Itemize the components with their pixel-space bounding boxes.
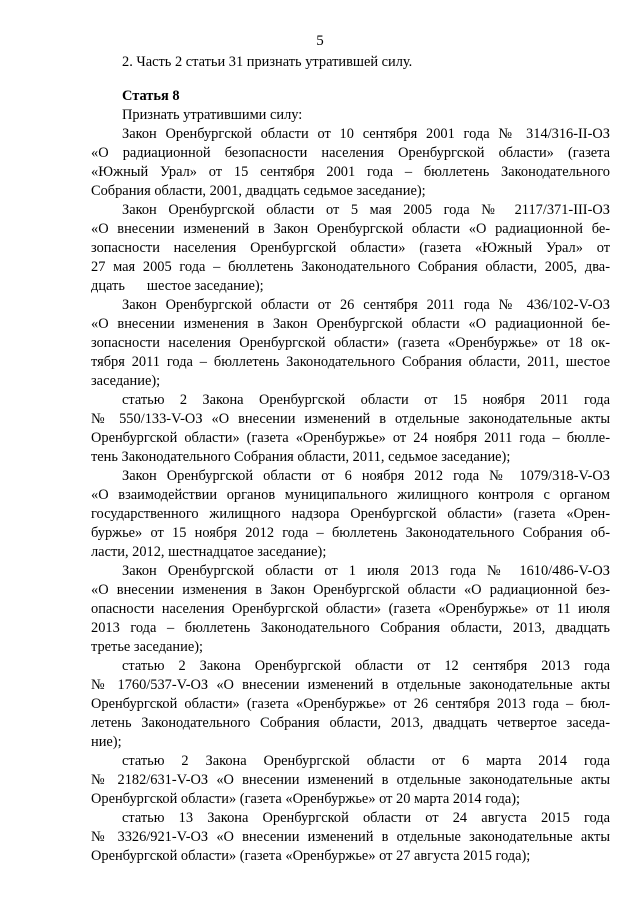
paragraph-line: третье заседание);	[91, 639, 204, 655]
paragraph-line: опасности населения Оренбургской области» (газета «Оренбуржье» от 11 июля	[91, 601, 610, 617]
paragraph-line: Оренбургской области» (газета «Оренбуржье» от 26 сентября 2013 года – бюл-	[91, 696, 610, 712]
paragraph-line: «О взаимодействии органов муниципального жилищного контроля с органом	[91, 487, 610, 503]
paragraph-line: ние);	[91, 734, 122, 750]
paragraph-line: заседание);	[91, 373, 161, 389]
article-lead: Признать утратившими силу:	[122, 107, 303, 123]
paragraph-line: зопасности населения Оренбургской области» (газета «Оренбуржье» от 18 ок-	[91, 335, 610, 351]
paragraph-line: тября 2011 года – бюллетень Законодательного Собрания области, 2011, шестое	[91, 354, 610, 370]
paragraph-line: 2013 года – бюллетень Законодательного Собрания области, 2013, двадцать	[91, 620, 610, 636]
paragraph-line: тень Законодательного Собрания области, 2011, седьмое заседание);	[91, 449, 511, 465]
paragraph-line: Оренбургской области» (газета «Оренбуржье» от 24 ноября 2011 года – бюлле-	[91, 430, 610, 446]
paragraph-line-split	[91, 276, 610, 296]
paragraph-line: № 2182/631-V-ОЗ «О внесении изменений в отдельные законодательные акты	[91, 772, 610, 788]
paragraph-line-part: дцать	[91, 278, 125, 294]
paragraph-line: статью 2 Закона Оренбургской области от 6 марта 2014 года	[122, 753, 610, 769]
paragraph-line: Закон Оренбургской области от 10 сентября 2001 года № 314/316-II-ОЗ	[122, 126, 610, 142]
paragraph-line: статью 13 Закона Оренбургской области от 24 августа 2015 года	[122, 810, 610, 826]
paragraph-line: Оренбургской области» (газета «Оренбуржье» от 27 августа 2015 года);	[91, 848, 531, 864]
paragraph-line: «О внесении изменения в Закон Оренбургской области «О радиационной бе-	[91, 316, 610, 332]
paragraph-line: государственного жилищного надзора Оренбургской области» (газета «Орен-	[91, 506, 610, 522]
paragraph-line: статью 2 Закона Оренбургской области от 15 ноября 2011 года	[122, 392, 610, 408]
paragraph-line: ласти, 2012, шестнадцатое заседание);	[91, 544, 327, 560]
paragraph-line: Оренбургской области» (газета «Оренбуржье» от 20 марта 2014 года);	[91, 791, 521, 807]
paragraph-line: летень Законодательного Собрания области, 2013, двадцать четвертое заседа-	[91, 715, 610, 731]
paragraph-line: 27 мая 2005 года – бюллетень Законодательного Собрания области, 2005, два-	[91, 259, 610, 275]
paragraph-line: № 550/133-V-ОЗ «О внесении изменений в отдельные законодательные акты	[91, 411, 610, 427]
page-number: 5	[316, 33, 324, 49]
paragraph-line: «Южный Урал» от 15 сентября 2001 года – бюллетень Законодательного	[91, 164, 610, 180]
paragraph-line: Закон Оренбургской области от 26 сентября 2011 года № 436/102-V-ОЗ	[122, 297, 610, 313]
paragraph-line: зопасности населения Оренбургской области» (газета «Южный Урал» от	[91, 240, 610, 256]
paragraph-line: Собрания области, 2001, двадцать седьмое заседание);	[91, 183, 426, 199]
paragraph-line: «О внесении изменения в Закон Оренбургской области «О радиационной без-	[91, 582, 610, 598]
paragraph-line: № 3326/921-V-ОЗ «О внесении изменений в отдельные законодательные акты	[91, 829, 610, 845]
paragraph-line: Закон Оренбургской области от 1 июля 2013 года № 1610/486-V-ОЗ	[122, 563, 610, 579]
paragraph-line: № 1760/537-V-ОЗ «О внесении изменений в отдельные законодательные акты	[91, 677, 610, 693]
paragraph-line: статью 2 Закона Оренбургской области от 12 сентября 2013 года	[122, 658, 610, 674]
article-heading: Статья 8	[122, 88, 180, 104]
paragraph-line-part: шестое заседание);	[146, 278, 264, 294]
paragraph-line: «О внесении изменений в Закон Оренбургской области «О радиационной бе-	[91, 221, 610, 237]
paragraph-line: Закон Оренбургской области от 6 ноября 2012 года № 1079/318-V-ОЗ	[122, 468, 610, 484]
paragraph-line: буржье» от 15 ноября 2012 года – бюллетень Законодательного Собрания об-	[91, 525, 610, 541]
intro-line: 2. Часть 2 статьи 31 признать утратившей силу.	[122, 54, 413, 70]
paragraph-line: «О радиационной безопасности населения Оренбургской области» (газета	[91, 145, 610, 161]
paragraph-line: Закон Оренбургской области от 5 мая 2005 года № 2117/371-III-ОЗ	[122, 202, 610, 218]
